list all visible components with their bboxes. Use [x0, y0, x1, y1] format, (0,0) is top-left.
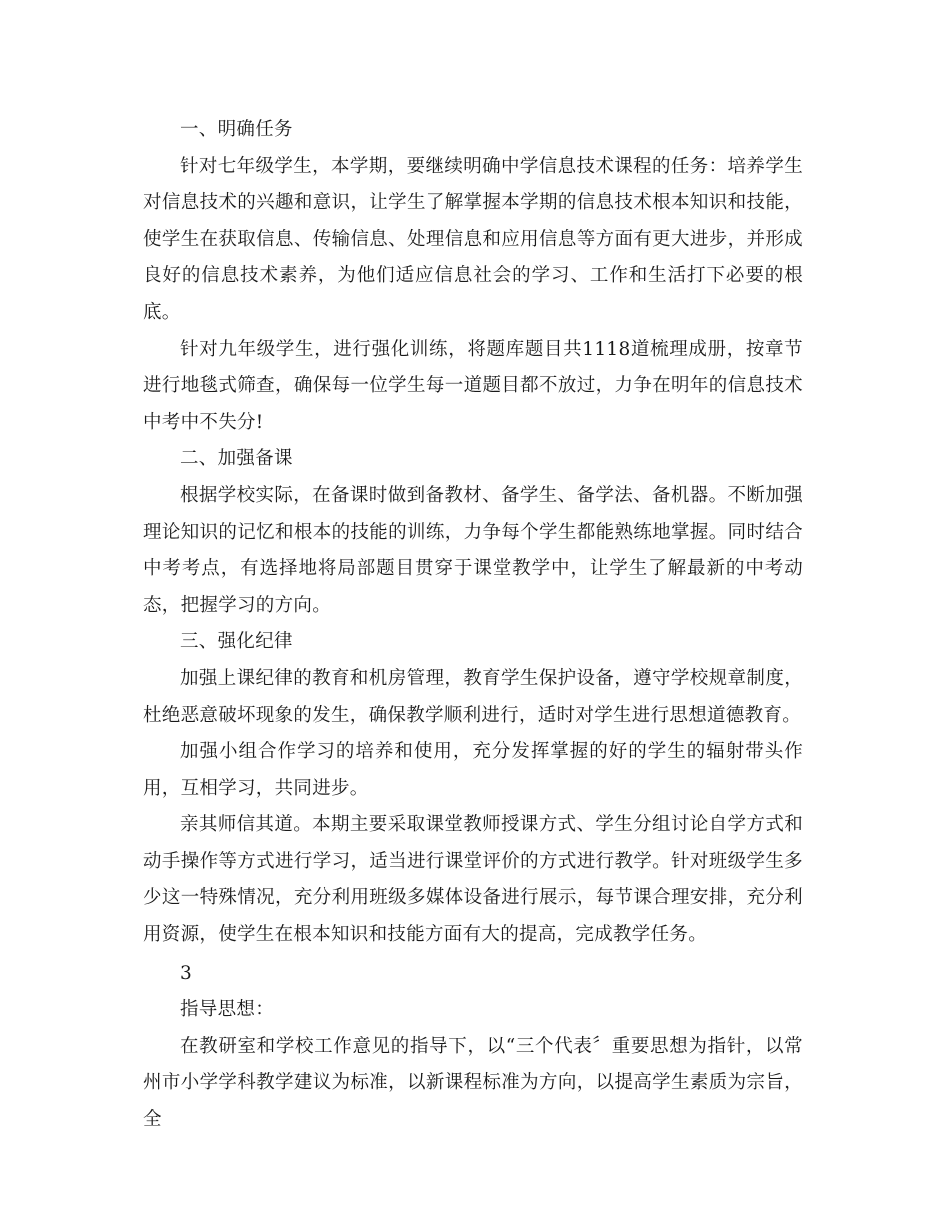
paragraph-group-learning: 加强小组合作学习的培养和使用，充分发挥掌握的好的学生的辐射带头作用，互相学习，共同进步。 [143, 741, 803, 799]
paragraph-guiding-thought: 在教研室和学校工作意见的指导下，以“三个代表〞重要思想为指针，以常州市小学学科教学建议为标准，以新课程标准为方向，以提高学生素质为宗旨，全 [143, 1035, 803, 1131]
section-heading-2: 二、加强备课 [180, 448, 293, 470]
section-heading-1: 一、明确任务 [180, 119, 293, 140]
paragraph-lesson-prep: 根据学校实际，在备课时做到备教材、备学生、备学法、备机器。不断加强理论知识的记忆和根本的技能的训练，力争每个学生都能熟练地掌握。同时结合中考考点，有选择地将局部题目贯穿于课堂教学中，让学生了解最新的中考动态，把握学习的方向。 [143, 484, 803, 616]
paragraph-teaching-methods: 亲其师信其道。本期主要采取课堂教师授课方式、学生分组讨论自学方式和动手操作等方式进行学习，适当进行课堂评价的方式进行教学。针对班级学生多少这一特殊情况，充分利用班级多媒体设备进行展示，每节课合理安排，充分利用资源，使学生在根本知识和技能方面有大的提高，完成教学任务。 [143, 814, 803, 946]
page-number: 3 [180, 962, 193, 984]
paragraph-discipline: 加强上课纪律的教育和机房管理，教育学生保护设备，遵守学校规章制度，杜绝恶意破坏现象的发生，确保教学顺利进行，适时对学生进行思想道德教育。 [143, 667, 803, 726]
paragraph-grade9-training: 针对九年级学生，进行强化训练，将题库题目共1118道梳理成册，按章节进行地毯式筛查，确保每一位学生每一道题目都不放过，力争在明年的信息技术 中考中不失分! [143, 338, 803, 433]
paragraph-grade7-tasks: 针对七年级学生，本学期，要继续明确中学信息技术课程的任务：培养学生对信息技术的兴趣和意识，让学生了解掌握本学期的信息技术根本知识和技能，使学生在获取信息、传输信息、处理信息和应用信息等方面有更大进步，并形成良好的信息技术素养，为他们适应信息社会的学习、工作和生活打下必要的根底。 [143, 155, 803, 323]
document-body [143, 112, 803, 1139]
section-heading-3: 三、强化纪律 [180, 631, 293, 653]
heading-guiding-thought: 指导思想： [180, 999, 275, 1021]
